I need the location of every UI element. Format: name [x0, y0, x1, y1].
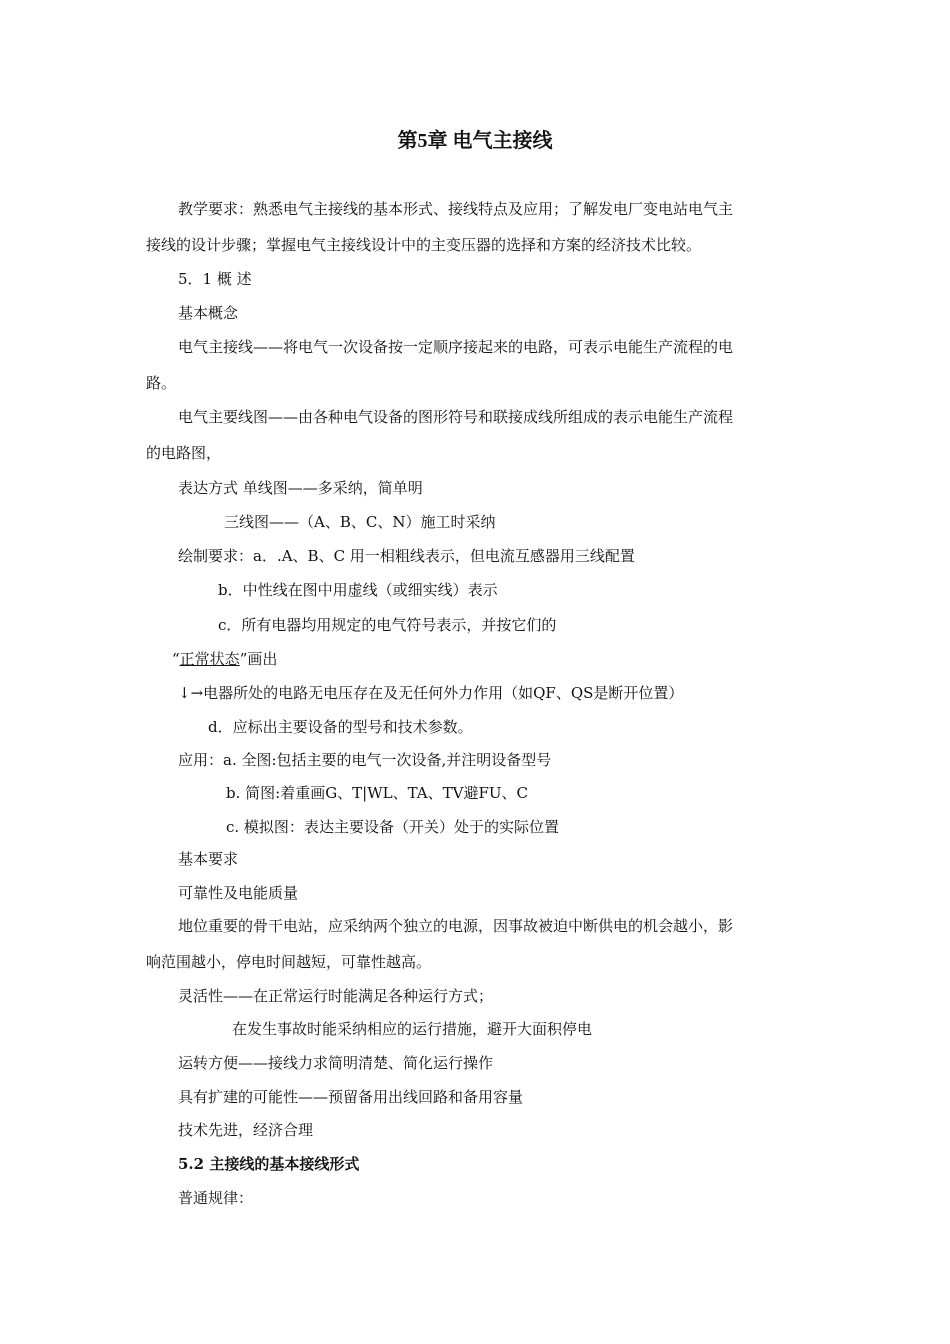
normal-state-term: 正常状态	[179, 650, 240, 668]
three-line-diagram-line: 三线图——（A、B、C、N）施工时采纳	[224, 513, 496, 531]
drawing-requirement-b: b．中性线在图中用虚线（或细实线）表示	[218, 581, 498, 599]
general-rules-line: 普通规律：	[178, 1189, 254, 1207]
reliability-line-2: 响范围越小，停电时间越短，可靠性越高。	[146, 953, 432, 971]
chapter-title: 第5章 电气主接线	[397, 130, 553, 152]
expression-mode-line: 表达方式 单线图——多采纳，简单明	[178, 479, 423, 497]
expansion-line: 具有扩建的可能性——预留备用出线回路和备用容量	[178, 1088, 524, 1106]
flexibility-line-2: 在发生事故时能采纳相应的运行措施，避开大面积停电	[232, 1020, 593, 1038]
section-heading-5-1: 5．1 概 述	[178, 270, 252, 288]
drawing-requirement-d: d．应标出主要设备的型号和技术参数。	[208, 718, 473, 736]
diagram-definition-line-2: 的电路图，	[146, 444, 222, 462]
reliability-heading: 可靠性及电能质量	[178, 884, 299, 902]
operation-convenience-line: 运转方便——接线力求简明清楚、简化运行操作	[178, 1054, 494, 1072]
application-a: 应用：a. 全图:包括主要的电气一次设备,并注明设备型号	[178, 751, 552, 769]
flexibility-line-1: 灵活性——在正常运行时能满足各种运行方式；	[178, 987, 494, 1005]
diagram-definition-line-1: 电气主要线图——由各种电气设备的图形符号和联接成线所组成的表示电能生产流程	[178, 408, 734, 426]
economy-line: 技术先进，经济合理	[178, 1121, 314, 1139]
application-b: b. 简图:着重画G、T|WL、TA、TV避FU、C	[226, 784, 528, 802]
close-quote-text: ”画出	[239, 650, 278, 668]
basic-concept-heading: 基本概念	[178, 304, 239, 322]
normal-state-line	[172, 648, 277, 670]
teaching-requirement-line-1: 教学要求：熟悉电气主接线的基本形式、接线特点及应用；了解发电厂变电站电气主	[178, 200, 734, 218]
drawing-requirement-c: c．所有电器均用规定的电气符号表示，并按它们的	[218, 616, 557, 634]
drawing-requirement-a: 绘制要求：a．.A、B、C 用一相粗线表示，但电流互感器用三线配置	[178, 547, 635, 565]
basic-requirements-heading: 基本要求	[178, 850, 239, 868]
definition-line-1: 电气主接线——将电气一次设备按一定顺序接起来的电路，可表示电能生产流程的电	[178, 338, 734, 356]
normal-state-explanation: ↓→电器所处的电路无电压存在及无任何外力作用（如QF、QS是断开位置）	[178, 684, 684, 702]
definition-line-2: 路。	[146, 374, 177, 392]
teaching-requirement-line-2: 接线的设计步骤；掌握电气主接线设计中的主变压器的选择和方案的经济技术比较。	[146, 236, 702, 254]
section-heading-5-2: 5.2 主接线的基本接线形式	[178, 1155, 360, 1173]
open-quote: “	[172, 650, 180, 668]
application-c: c. 模拟图：表达主要设备（开关）处于的实际位置	[226, 818, 559, 836]
reliability-line-1: 地位重要的骨干电站，应采纳两个独立的电源，因事故被迫中断供电的机会越小，影	[178, 917, 734, 935]
